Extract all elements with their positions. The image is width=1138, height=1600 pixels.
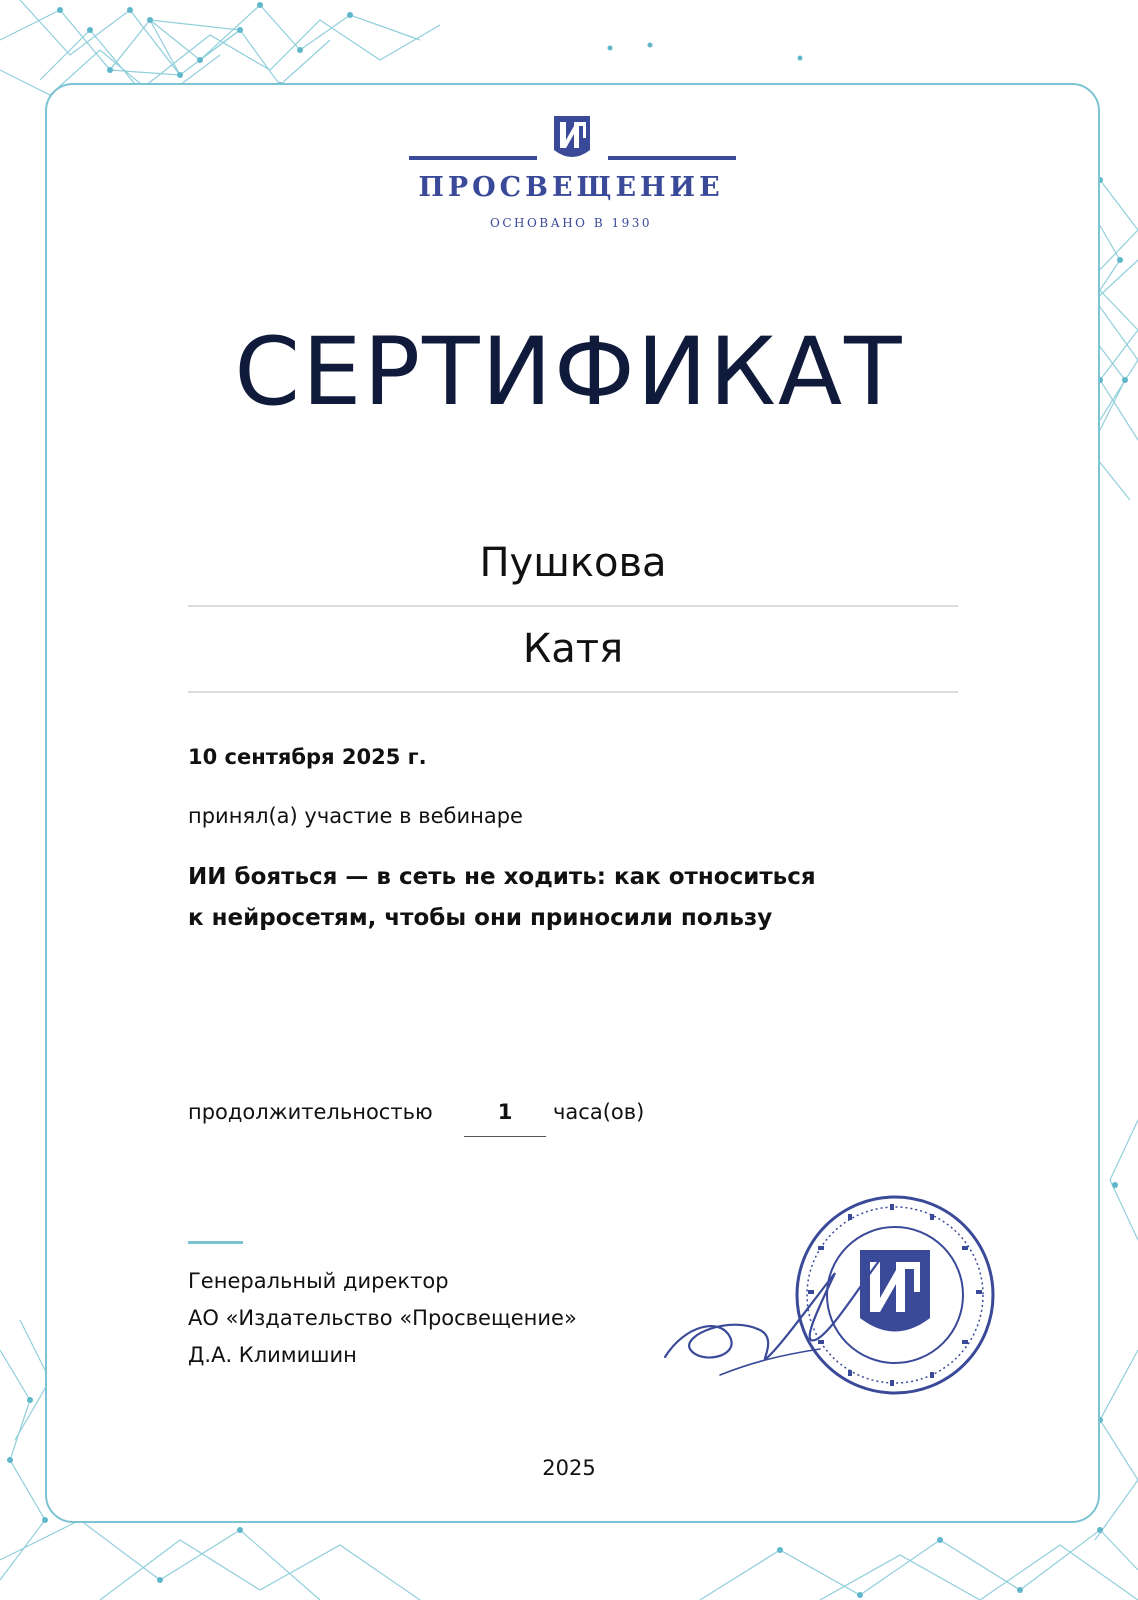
publisher-name: ПРОСВЕЩЕНИЕ <box>418 172 724 203</box>
logo-rule-right <box>608 156 736 160</box>
signatory-position: Генеральный директор <box>188 1269 449 1293</box>
certificate-date: 10 сентября 2025 г. <box>188 745 427 769</box>
certificate-title: СЕРТИФИКАТ <box>234 318 904 427</box>
signatory-name: Д.А. Климишин <box>188 1343 357 1367</box>
recipient-first-name: Катя <box>522 626 624 672</box>
last-name-underline <box>188 605 958 607</box>
certificate-year: 2025 <box>542 1456 596 1480</box>
webinar-title <box>188 857 908 939</box>
participation-text: принял(а) участие в вебинаре <box>188 804 523 828</box>
publisher-logo <box>405 112 737 237</box>
duration-prefix: продолжительностью <box>188 1100 433 1124</box>
duration-underline <box>464 1136 546 1137</box>
first-name-underline <box>188 691 958 693</box>
duration-suffix: часа(ов) <box>553 1100 645 1124</box>
signatory-block <box>188 1263 577 1374</box>
logo-rule-left <box>409 156 537 160</box>
webinar-title-line-1: ИИ бояться — в сеть не ходить: как относиться <box>188 864 816 890</box>
handwritten-signature <box>660 1245 890 1385</box>
duration-value: 1 <box>497 1100 513 1124</box>
webinar-title-line-2: к нейросетям, чтобы они приносили пользу <box>188 905 773 931</box>
recipient-last-name: Пушкова <box>479 540 667 586</box>
publisher-tagline: ОСНОВАНО В 1930 <box>489 216 653 230</box>
publisher-emblem-icon <box>552 112 592 164</box>
signatory-organization: АО «Издательство «Просвещение» <box>188 1306 577 1330</box>
signature-accent-line <box>188 1241 243 1244</box>
